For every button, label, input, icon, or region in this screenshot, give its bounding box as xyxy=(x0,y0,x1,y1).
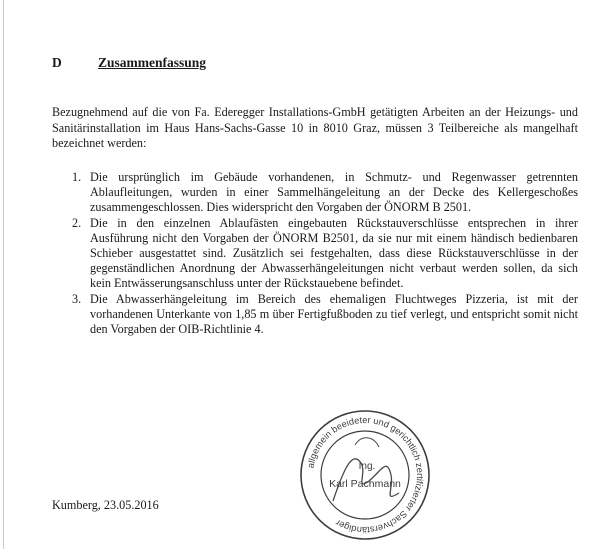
expert-stamp xyxy=(295,405,435,545)
stamp-ring-text: allgemein beeideter und gerichtlich zertifizierter Sachverständiger xyxy=(305,414,426,536)
section-title: Zusammenfassung xyxy=(98,55,207,70)
section-heading xyxy=(52,55,206,71)
stamp-title: Ing. xyxy=(358,461,376,472)
list-item-number: 2. xyxy=(72,215,82,230)
list-item-text: Die in den einzelnen Ablaufästen eingebauten Rückstauverschlüsse entsprechen in ihrer Ausführung nicht den Vorgaben der ÖNORM B2501, da sie nur mit einem händisch bedienbaren Schieber ausgestattet sind. Zusätzlich sei festgehalten, dass diese Rückstauverschlüsse in der gegenständlichen Anordnung der Abwasserhängeleitungen nicht verbaut werden sollen, da sich kein Entwässerungsanschluss unter der Rückstauebene befindet. xyxy=(90,215,578,291)
list-item-text: Die ursprünglich im Gebäude vorhandenen, in Schmutz- und Regenwasser getrennten Ablaufleitungen, wurden in einer Sammelhängeleitung an der Decke des Kellergeschoßes zusammengeschlossen. Dies widerspricht den Vorgaben der ÖNORM B 2501. xyxy=(90,170,578,215)
stamp-name: Karl Pachmann xyxy=(329,478,401,490)
list-item-text: Die Abwasserhängeleitung im Bereich des ehemaligen Fluchtweges Pizzeria, ist mit der vorhandenen Unterkante von 1,85 m über Fertigfußboden zu tief verlegt, und entspricht somit nicht den Vorgaben der OIB-Richtlinie 4. xyxy=(90,291,578,337)
list-item-number: 3. xyxy=(72,291,82,306)
section-letter: D xyxy=(52,55,62,70)
list-item xyxy=(72,216,578,292)
intro-paragraph: Bezugnehmend auf die von Fa. Ederegger Installations-GmbH getätigten Arbeiten an der Heizungs- und Sanitärinstallation im Haus Hans-Sachs-Gasse 10 in 8010 Graz, müssen 3 Teilbereiche als mangelhaft bezeichnet werden: xyxy=(52,105,578,150)
place-date: Kumberg, 23.05.2016 xyxy=(52,498,159,512)
stamp-outer-ring xyxy=(301,411,429,539)
signature-stroke xyxy=(355,438,379,447)
list-item-number: 1. xyxy=(72,170,82,184)
page-edge-line xyxy=(3,0,4,549)
stamp-inner-ring xyxy=(321,431,409,519)
defects-list xyxy=(72,170,578,337)
list-item xyxy=(72,292,578,338)
list-item xyxy=(72,170,578,216)
